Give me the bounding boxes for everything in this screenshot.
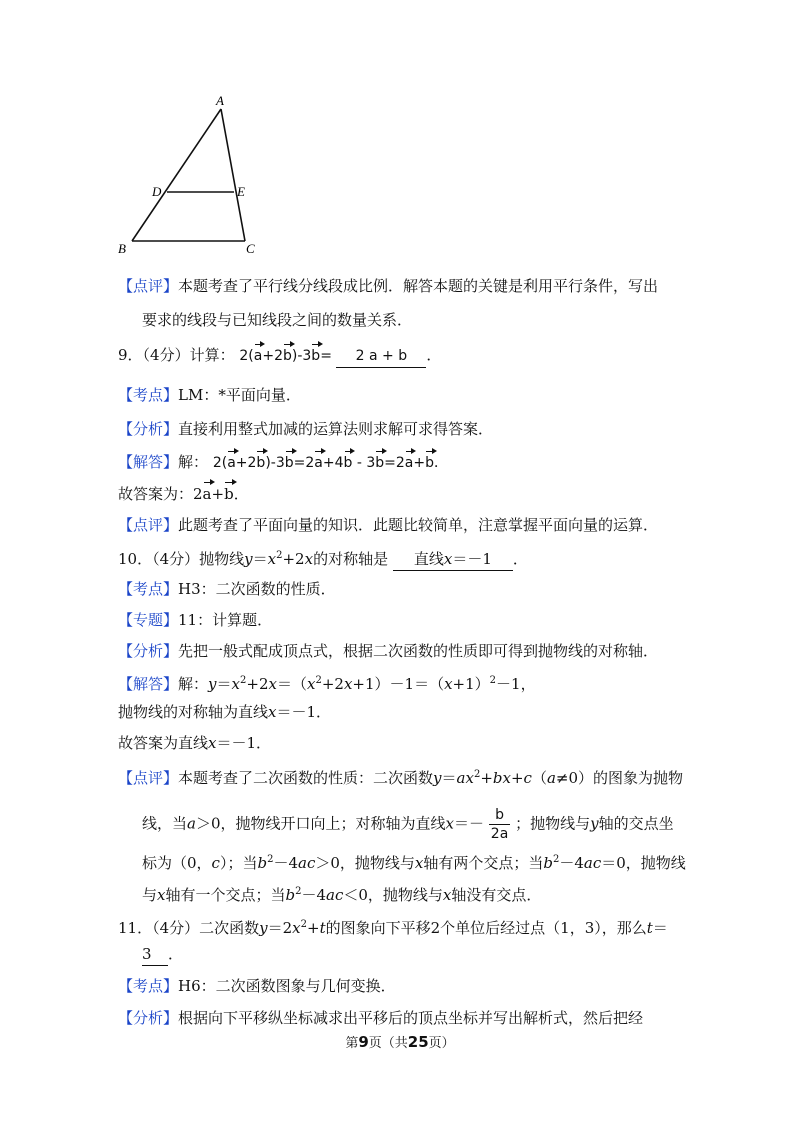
q11-fenxi: 【分析】根据向下平移纵坐标减求出平移后的顶点坐标并写出解析式，然后把经 [118,1009,644,1027]
q10-dianping-line4: 与x轴有一个交点；当$b^2-4ac<0$，抛物线与x轴没有交点． [142,886,542,904]
segment-ab [132,109,221,241]
q10-dianping-line2: 线，当a＞0，抛物线开口向上；对称轴为直线x＝－ $\frac{b}{2a}$ ；抛物线与y轴的交点坐 [142,807,674,842]
q10-dianping: 【点评】本题考查了二次函数的性质：二次函数$y=ax^2+bx+c(a\ne 0)$的图象为抛物 [118,769,684,787]
q11-question: 11．（4分）二次函数$y=2x^2+t$的图象向下平移2个单位后经过点（1，3），那么t＝ [118,919,668,937]
q10-axis-line: 抛物线的对称轴为直线x＝－1． [118,703,332,721]
q9-jieda: 【解答】解： 2(a+2b)-3b=2a+4b - 3b=2a+b． [118,451,448,474]
q8-comment: 【点评】本题考查了平行线分线段成比例．解答本题的关键是利用平行条件，写出 [118,277,659,295]
q10-dianping-line3: 标为（0，c）；当$b^2-4ac>0$，抛物线与x轴有两个交点；当$b^2-4ac=0$，抛物线 [142,854,686,872]
q11-kaodian: 【考点】H6：二次函数图象与几何变换． [118,977,396,995]
q10-fenxi: 【分析】先把一般式配成顶点式，根据二次函数的性质即可得到抛物线的对称轴． [118,642,659,660]
q9-answer-line: 故答案为：2a+b． [118,485,249,503]
page-total: 25 [407,1033,429,1051]
fraction-b-over-2a: $\frac{b}{2a}$ [490,807,509,842]
q10-answer: 直线x＝－1 [393,548,513,571]
q9-dianping: 【点评】此题考查了平面向量的知识．此题比较简单，注意掌握平面向量的运算． [118,516,659,534]
q8-comment-line2: 要求的线段与已知线段之间的数量关系． [142,311,413,329]
comment-tag: 【点评】 [118,277,179,295]
q10-zhuanti: 【专题】11：计算题． [118,611,273,629]
q9-kaodian: 【考点】LM：*平面向量． [118,386,301,404]
q11-answer: 3 [142,943,168,966]
triangle-figure [112,90,272,260]
q10-question: 10．（4分）抛物线$y=x^2+2x$的对称轴是 直线x＝－1 ． [118,545,528,571]
q11-answer-line: 3 ． [142,943,183,966]
page-number: 9 [358,1033,369,1051]
segment-ac [221,109,245,241]
label-a: A [216,93,224,108]
q9-fenxi: 【分析】直接利用整式加减的运算法则求解可求得答案． [118,420,494,438]
q10-jieda: 【解答】解：$y=x^2+2x=(x^2+2x+1)-1=(x+1)^2-1$， [118,675,536,693]
q9-question: 9．（4分）计算： 2(a+2b)-3b= 2 a + b ． [118,344,441,368]
label-d: D [152,184,162,199]
q9-answer: 2 a + b [336,345,426,368]
label-b: B [118,241,126,256]
label-c: C [246,241,255,256]
label-e: E [237,184,245,199]
q10-answer-line: 故答案为直线x＝－1． [118,734,272,752]
page-footer: 第9页（共25页） [345,1033,455,1051]
q10-kaodian: 【考点】H3：二次函数的性质． [118,580,336,598]
